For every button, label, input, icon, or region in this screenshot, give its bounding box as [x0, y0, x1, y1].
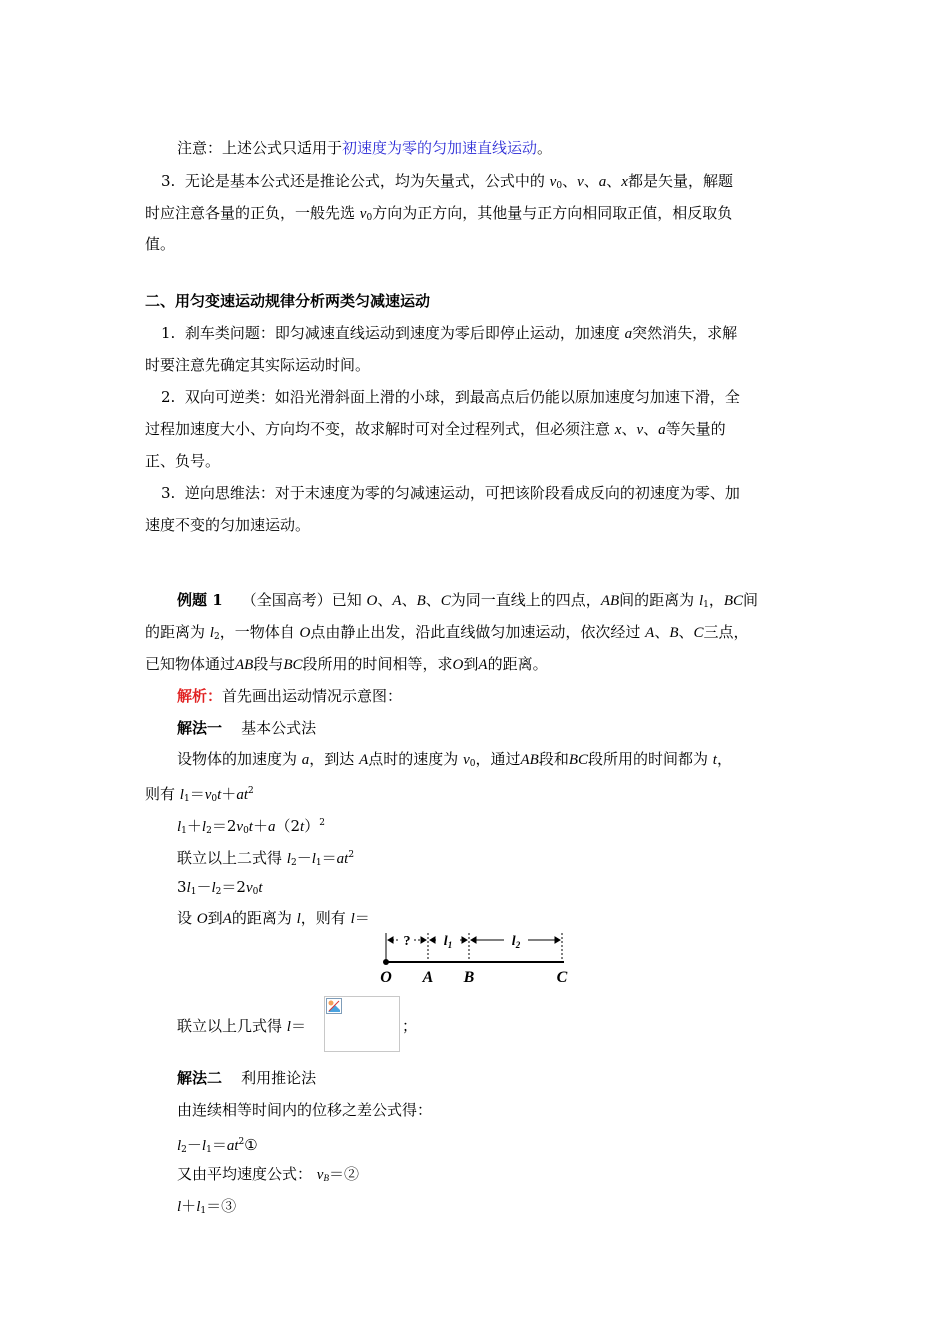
equation-6-end: ； — [402, 1017, 418, 1035]
method1-p1: 设物体的加速度为 a，到达 A点时的速度为 $v_0$，通过AB段和BC段所用的时间都为 t， — [177, 750, 732, 769]
section2-item2-line1: 2. 双向可逆类：如沿光滑斜面上滑的小球，到最高点后仍能以原加速度匀加速下滑，全 — [161, 388, 740, 406]
point-a-label: A — [422, 969, 434, 986]
note-prefix: 注意：上述公式只适用于 — [177, 139, 343, 157]
broken-image-icon — [326, 998, 342, 1014]
section2-item3-line1: 3. 逆向思维法：对于末速度为零的匀减速运动，可把该阶段看成反向的初速度为零、加 — [161, 484, 740, 502]
point-b-label: B — [463, 969, 475, 986]
method2-eq3: $l+l_1=③$ — [177, 1197, 237, 1216]
equation-5: 设 O到A的距离为 l，则有 l＝ — [177, 909, 370, 927]
unknown-label: ? — [403, 934, 411, 949]
equation-6: 联立以上几式得 l＝ — [177, 1017, 306, 1035]
broken-image-placeholder — [324, 996, 400, 1052]
point-o-label: O — [380, 969, 392, 986]
example-label: 例题 1 — [177, 591, 223, 609]
example-line1: 例题 1 （全国高考）已知 O、A、B、C为同一直线上的四点，AB间的距离为 $l_1$，BC间 — [177, 591, 759, 610]
motion-diagram — [376, 928, 576, 988]
method2-eq2: 又由平均速度公式： $v_B=②$ — [177, 1165, 359, 1183]
section2-item1-line1: 1. 刹车类问题：即匀减速直线运动到速度为零后即停止运动，加速度 a突然消失，求解 — [161, 324, 738, 342]
method2-eq1: $l_2-l_1=at^2①$ — [177, 1136, 258, 1155]
equation-1: 则有 $l_1=v_0t+at^2$ — [145, 785, 254, 804]
note-highlight: 初速度为零的匀加速直线运动 — [342, 139, 538, 157]
equation-2: $l_1+l_2=2v_0t+a(2t)^2$ — [177, 817, 325, 836]
method2-intro: 由连续相等时间内的位移之差公式得： — [177, 1101, 433, 1119]
example-line2: 的距离为 $l_2$，一物体自 O点由静止出发，沿此直线做匀加速运动，依次经过 A、B、C三点， — [145, 623, 749, 642]
section2-item2-line3: 正、负号。 — [145, 452, 221, 470]
l2-label: $l_2$ — [511, 934, 521, 950]
start-point — [383, 959, 389, 965]
analysis-line: 解析：首先画出运动情况示意图： — [177, 687, 403, 705]
example-line3: 已知物体通过AB段与BC段所用的时间相等，求O到A的距离。 — [145, 655, 548, 673]
item3-line3: 值。 — [145, 235, 176, 253]
equation-3: 联立以上二式得 $l_2-l_1=at^2$ — [177, 849, 355, 868]
section-heading: 二、用匀变速运动规律分析两类匀减速运动 — [145, 292, 431, 310]
equation-4: $3l_1-l_2=2v_0t$ — [177, 878, 263, 897]
analysis-label: 解析： — [177, 687, 223, 705]
point-c-label: C — [556, 969, 568, 986]
item3-line1: 3. 无论是基本公式还是推论公式，均为矢量式，公式中的 $v_0$、v、a、x都是矢量，解题 — [161, 172, 733, 191]
note-line: 注意：上述公式只适用于初速度为零的匀加速直线运动。 — [177, 139, 553, 157]
item3-line2: 时应注意各量的正负，一般先选 $v_0$方向为正方向，其他量与正方向相同取正值，相反取负 — [145, 204, 733, 223]
method2-heading: 解法二 利用推论法 — [177, 1069, 317, 1087]
section2-item2-line2: 过程加速度大小、方向均不变，故求解时可对全过程列式，但必须注意 x、v、a等矢量的 — [145, 420, 726, 438]
l1-label: $l_1$ — [443, 934, 453, 950]
section2-item3-line2: 速度不变的匀加速运动。 — [145, 516, 311, 534]
section2-item1-line2: 时要注意先确定其实际运动时间。 — [145, 356, 371, 374]
method1-heading: 解法一 基本公式法 — [177, 719, 317, 737]
